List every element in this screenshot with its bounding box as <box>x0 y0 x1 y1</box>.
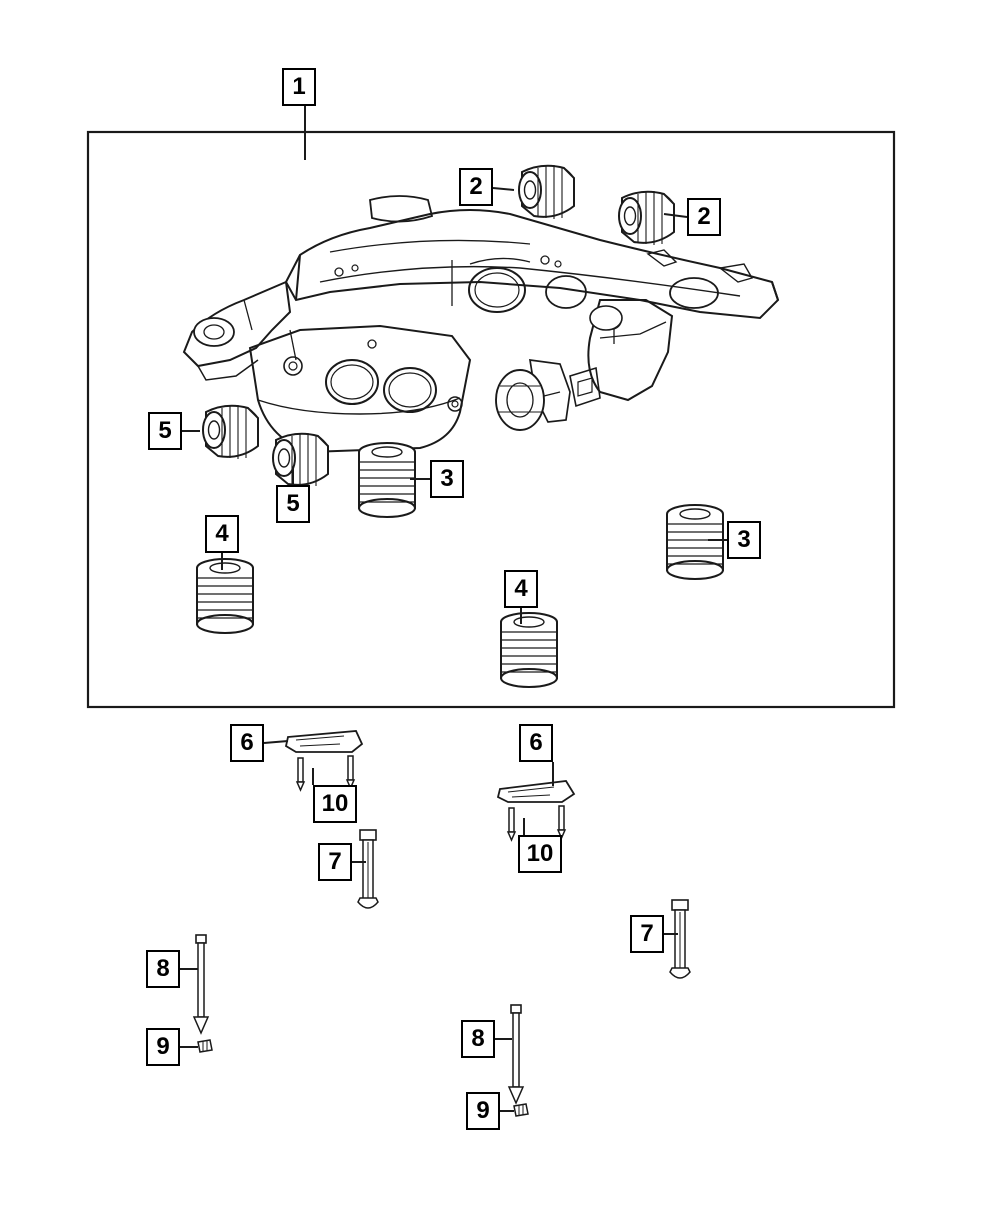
callout-2a[interactable]: 2 <box>459 168 493 206</box>
callout-7a[interactable]: 7 <box>318 843 352 881</box>
callout-2b[interactable]: 2 <box>687 198 721 236</box>
bushing-5-left-front <box>203 405 258 459</box>
leader-2a <box>493 188 514 190</box>
callout-5a[interactable]: 5 <box>148 412 182 450</box>
callout-3b[interactable]: 3 <box>727 521 761 559</box>
callout-10a[interactable]: 10 <box>313 785 357 823</box>
mounted-bushing-right <box>590 306 622 330</box>
callout-7b[interactable]: 7 <box>630 915 664 953</box>
bushing-4-left <box>197 559 253 633</box>
mounted-bushing-left <box>194 318 234 346</box>
bushing-3-center <box>359 443 415 517</box>
bolt-7-left <box>358 830 378 908</box>
bolt-7-right <box>670 900 690 978</box>
nut-9-left <box>198 1040 212 1052</box>
nut-9-right <box>514 1104 528 1116</box>
callout-6b[interactable]: 6 <box>519 724 553 762</box>
leader-6a <box>264 741 288 743</box>
leader-lines <box>180 106 727 1111</box>
mounted-bushing-center <box>496 370 544 430</box>
retainer-plate-left <box>286 731 362 752</box>
callout-5b[interactable]: 5 <box>276 485 310 523</box>
callout-6a[interactable]: 6 <box>230 724 264 762</box>
bushing-3-right <box>667 505 723 579</box>
callout-4a[interactable]: 4 <box>205 515 239 553</box>
callout-9a[interactable]: 9 <box>146 1028 180 1066</box>
callout-3a[interactable]: 3 <box>430 460 464 498</box>
bushing-2-upper-left <box>519 165 574 219</box>
bushing-2-upper-right <box>619 191 674 245</box>
callout-1[interactable]: 1 <box>282 68 316 106</box>
bolt-8-right <box>509 1005 523 1103</box>
callout-10b[interactable]: 10 <box>518 835 562 873</box>
callout-8a[interactable]: 8 <box>146 950 180 988</box>
bushing-5-left-rear <box>273 433 328 487</box>
callout-9b[interactable]: 9 <box>466 1092 500 1130</box>
bolt-8-left <box>194 935 208 1033</box>
callout-8b[interactable]: 8 <box>461 1020 495 1058</box>
bushing-4-right <box>501 613 557 687</box>
callout-4b[interactable]: 4 <box>504 570 538 608</box>
retainer-plate-right <box>498 781 574 802</box>
